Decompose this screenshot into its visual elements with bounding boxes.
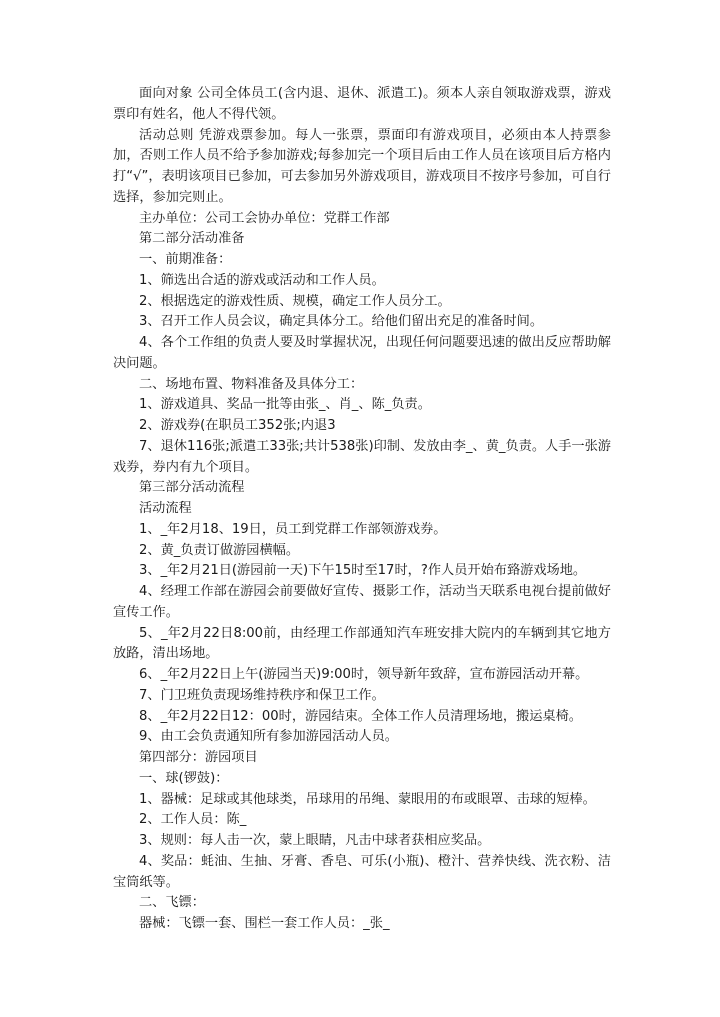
list-item: 9、由工会负责通知所有参加游园活动人员。: [139, 729, 398, 745]
section-heading-part-3: 第三部分活动流程: [139, 480, 245, 496]
paragraph-organizers: 主办单位：公司工会协办单位：党群工作部: [139, 210, 390, 226]
list-item: 2、黄_负责订做游园横幅。: [139, 542, 300, 558]
paragraph-general-rules: 活动总则 凭游戏票参加。每人一张票，票面印有游戏项目，必须由本人持票参加，否则工作人员不给予参加游戏;每参加完一个项目后由工作人员在该项目后方格内打“√”，表明该项目已参加，可去参加另外游戏项目，游戏项目不按序号参加，可自行选择，参加完则止。: [113, 127, 611, 205]
list-item: 1、筛选出合适的游戏或活动和工作人员。: [139, 272, 385, 288]
section-heading-part-2: 第二部分活动准备: [139, 231, 245, 247]
list-item: 7、门卫班负责现场维持秩序和保卫工作。: [139, 687, 385, 703]
subheading-venue-materials: 二、场地布置、物料准备及具体分工：: [139, 376, 364, 392]
list-item: 4、奖品：蚝油、生抽、牙膏、香皂、可乐(小瓶)、橙汁、营养快线、洗衣粉、洁宝筒纸等。: [113, 853, 611, 890]
document-body: [113, 84, 611, 935]
list-item: 5、_年2月22日8:00前，由经理工作部通知汽车班安排大院内的车辆到其它地方放路，清出场地。: [113, 625, 611, 662]
list-item: 7、退休116张;派遣工33张;共计538张)印制、发放由李_、黄_负责。人手一张游戏券，券内有九个项目。: [113, 438, 611, 475]
list-item: 3、_年2月21日(游园前一天)下午15时至17时，?作人员开始布臵游戏场地。: [139, 563, 587, 579]
subheading-darts: 二、飞镖：: [139, 895, 205, 911]
list-item: 3、召开工作人员会议，确定具体分工。给他们留出充足的准备时间。: [139, 314, 544, 330]
list-item: 3、规则：每人击一次，蒙上眼睛，凡击中球者获相应奖品。: [139, 833, 491, 848]
list-item: 4、各个工作组的负责人要及时掌握状况，出现任何问题要迅速的做出反应帮助解决问题。: [113, 335, 611, 371]
list-item: 2、工作人员：陈_: [139, 812, 247, 828]
list-item: 1、_年2月18、19日，员工到党群工作部领游戏券。: [139, 521, 447, 537]
list-item: 4、经理工作部在游园会前要做好宣传、摄影工作，活动当天联系电视台提前做好宣传工作。: [113, 584, 611, 620]
subheading-ball-game: 一、球(锣鼓)：: [139, 770, 229, 786]
list-item: 2、游戏券(在职员工352张;内退3: [139, 418, 336, 433]
subheading-activity-flow: 活动流程: [139, 501, 192, 516]
list-item: 1、游戏道具、奖品一批等由张_、肖_、陈_负责。: [139, 397, 431, 413]
section-heading-part-4: 第四部分：游园项目: [139, 750, 258, 765]
list-item: 8、_年2月22日12：00时，游园结束。全体工作人员清理场地，搬运桌椅。: [139, 708, 582, 724]
list-item: 2、根据选定的游戏性质、规模，确定工作人员分工。: [139, 293, 451, 309]
list-item: 6、_年2月22日上午(游园当天)9:00时，领导新年致辞，宣布游园活动开幕。: [139, 667, 589, 682]
subheading-preliminary-prep: 一、前期准备：: [139, 252, 232, 267]
list-item: 器械：飞镖一套、围栏一套工作人员：_张_: [139, 916, 390, 931]
paragraph-target-audience: 面向对象 公司全体员工(含内退、退休、派遣工)。须本人亲自领取游戏票，游戏票印有姓名，他人不得代领。: [113, 86, 611, 122]
list-item: 1、器械：足球或其他球类，吊球用的吊绳、蒙眼用的布或眼罩、击球的短棒。: [139, 791, 596, 807]
